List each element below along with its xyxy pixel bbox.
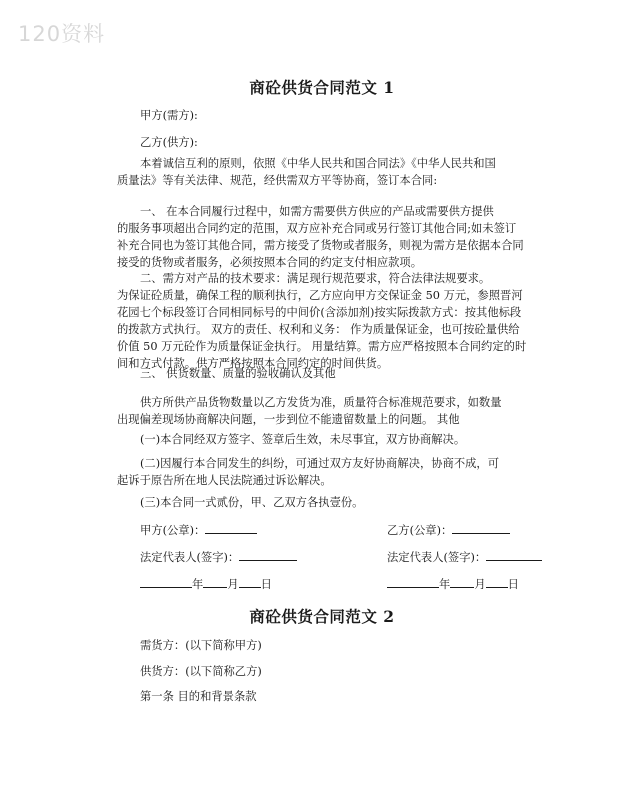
clause1-line: 一、 在本合同履行过程中，如需方需要供方供应的产品或需要供方提供: [140, 205, 494, 218]
clause2-line: 价值 50 万元砼作为质量保证金执行。 用量结算。需方应严格按照本合同约定的时: [117, 340, 527, 353]
buyer-label: 需货方：(以下简称甲方): [140, 639, 262, 652]
clause3-line: 供方所供产品货物数量以乙方发货为准，质量符合标准规范要求，如数量: [140, 396, 502, 409]
contract2-title: 商砼供货合同范文 2: [249, 607, 395, 626]
party-b-seal-cell: [387, 521, 510, 539]
party-b-year-blank[interactable]: [387, 575, 439, 588]
other-clause-2-line: (二)因履行本合同发生的纠纷，可通过双方友好协商解决，协商不成，可: [140, 457, 500, 470]
contract1-title: 商砼供货合同范文 1: [249, 78, 395, 97]
clause1-line: 的服务事项超出合同约定的范围，双方应补充合同或另行签订其他合同;如未签订: [117, 222, 517, 235]
party-a-seal-blank[interactable]: [205, 521, 257, 534]
party-b-rep-blank[interactable]: [486, 548, 542, 561]
clause2-line: 花园七个标段签订合同相同标号的中间价(含添加剂)按实际拨款方式：按其他标段: [117, 306, 522, 319]
other-clause-3: (三)本合同一式贰份，甲、乙双方各执壹份。: [140, 496, 364, 509]
supplier-label: 供货方：(以下简称乙方): [140, 665, 262, 678]
party-b-rep-label: 法定代表人(签字)：: [387, 551, 487, 564]
clause2-line: 为保证砼质量，确保工程的顺利执行，乙方应向甲方交保证金 50 万元，参照晋河: [117, 289, 523, 302]
party-a-seal-label: 甲方(公章)：: [140, 524, 206, 537]
party-a-day-blank[interactable]: [239, 575, 261, 588]
party-b-day-blank[interactable]: [486, 575, 508, 588]
clause3-line: 出现偏差现场协商解决问题，一步到位不能遗留数量上的问题。 其他: [117, 413, 460, 426]
day-label: 日: [507, 578, 519, 591]
clause1-line: 补充合同也为签订其他合同，需方接受了货物或者服务，则视为需方是依据本合同: [117, 239, 524, 252]
seal-row: [140, 521, 550, 539]
party-a-rep-label: 法定代表人(签字)：: [140, 551, 240, 564]
party-a-label: 甲方(需方):: [140, 109, 198, 122]
month-label: 月: [227, 578, 239, 591]
party-b-seal-blank[interactable]: [452, 521, 510, 534]
year-label: 年: [192, 578, 204, 591]
party-b-seal-label: 乙方(公章)：: [387, 524, 453, 537]
party-a-month-blank[interactable]: [203, 575, 227, 588]
party-a-year-blank[interactable]: [140, 575, 192, 588]
intro-line: 本着诚信互利的原则，依照《中华人民共和国合同法》《中华人民共和国: [140, 157, 496, 170]
clause2-line: 间和方式付款。供方严格按照本合同约定的时间供货。: [117, 357, 389, 370]
watermark: 120资料: [18, 22, 106, 46]
clause3-heading: 三、 供货数量、质量的验收确认及其他: [140, 367, 336, 380]
party-b-label: 乙方(供方):: [140, 136, 198, 149]
clause2-line: 二、需方对产品的技术要求：满足现行规范要求，符合法律法规要求。: [140, 272, 491, 285]
day-label: 日: [260, 578, 272, 591]
party-b-month-blank[interactable]: [450, 575, 474, 588]
clause2-line: 的拨款方式执行。 双方的责任、权利和义务： 作为质量保证金，也可按砼量供给: [117, 323, 520, 336]
other-clause-2-line: 起诉于原告所在地人民法院通过诉讼解决。: [117, 474, 332, 487]
intro-line: 质量法》等有关法律、规范，经供需双方平等协商，签订本合同:: [117, 174, 438, 187]
month-label: 月: [474, 578, 486, 591]
other-clause-1: (一)本合同经双方签字、签章后生效，未尽事宜，双方协商解决。: [140, 433, 466, 446]
party-a-rep-blank[interactable]: [239, 548, 297, 561]
party-b-date-cell: [387, 575, 519, 593]
article1-heading: 第一条 目的和背景条款: [140, 690, 257, 703]
date-row: [140, 575, 550, 593]
party-b-rep-cell: [387, 548, 542, 566]
rep-row: [140, 548, 550, 566]
clause1-line: 接受的货物或者服务，必须按照本合同的约定支付相应款项。: [117, 256, 423, 269]
year-label: 年: [439, 578, 451, 591]
